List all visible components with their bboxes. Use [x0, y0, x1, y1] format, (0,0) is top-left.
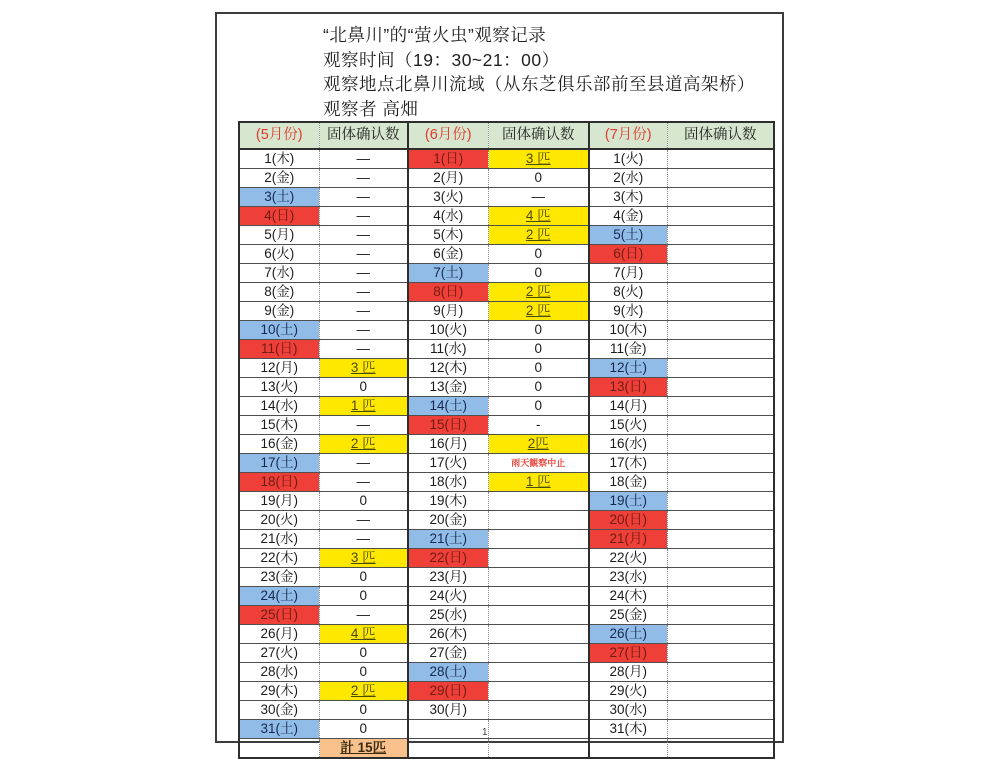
- count-cell: —: [319, 245, 408, 264]
- count-header-june: 固体确认数: [488, 122, 589, 149]
- count-cell: [488, 492, 589, 511]
- count-header-may: 固体确认数: [319, 122, 408, 149]
- count-cell: [488, 682, 589, 701]
- day-cell: 23(金): [239, 568, 319, 587]
- count-cell: 0: [319, 720, 408, 739]
- count-cell: —: [319, 321, 408, 340]
- count-cell: 3 匹: [319, 549, 408, 568]
- day-cell: 17(火): [408, 454, 488, 473]
- day-cell: 17(土): [239, 454, 319, 473]
- count-cell: [667, 663, 774, 682]
- day-cell: 4(日): [239, 207, 319, 226]
- day-cell: 11(日): [239, 340, 319, 359]
- count-cell: 0: [488, 169, 589, 188]
- day-cell: 27(金): [408, 644, 488, 663]
- day-cell: 27(火): [239, 644, 319, 663]
- table-row: [239, 454, 774, 473]
- count-cell: 0: [319, 701, 408, 720]
- table-row: [239, 587, 774, 606]
- day-cell: 9(水): [589, 302, 667, 321]
- day-cell: 10(土): [239, 321, 319, 340]
- count-cell: [488, 701, 589, 720]
- table-row: [239, 283, 774, 302]
- count-cell: [667, 435, 774, 454]
- count-cell: [667, 321, 774, 340]
- day-cell: 19(木): [408, 492, 488, 511]
- day-cell: 24(木): [589, 587, 667, 606]
- table-row: [239, 416, 774, 435]
- day-cell: 12(木): [408, 359, 488, 378]
- count-cell: —: [319, 340, 408, 359]
- count-cell: 2匹: [488, 435, 589, 454]
- count-cell: 0: [319, 568, 408, 587]
- count-cell: [667, 587, 774, 606]
- day-cell: 23(月): [408, 568, 488, 587]
- table-row: [239, 435, 774, 454]
- day-cell: 28(月): [589, 663, 667, 682]
- day-cell: 8(金): [239, 283, 319, 302]
- day-cell: 2(水): [589, 169, 667, 188]
- day-cell: 31(木): [589, 720, 667, 739]
- table-row: [239, 606, 774, 625]
- day-cell: 18(日): [239, 473, 319, 492]
- table-row: [239, 397, 774, 416]
- count-cell: [667, 549, 774, 568]
- day-cell: 7(土): [408, 264, 488, 283]
- day-cell: 5(土): [589, 226, 667, 245]
- day-cell: 10(木): [589, 321, 667, 340]
- day-cell: 15(木): [239, 416, 319, 435]
- day-cell: 12(土): [589, 359, 667, 378]
- observation-place-line: 观察地点北鼻川流域（从东芝俱乐部前至县道高架桥）: [323, 74, 755, 95]
- count-cell: —: [319, 283, 408, 302]
- day-cell: 27(日): [589, 644, 667, 663]
- table-row: [239, 568, 774, 587]
- month-header-july: (7月份): [589, 122, 667, 149]
- day-cell: 18(金): [589, 473, 667, 492]
- day-cell: 25(水): [408, 606, 488, 625]
- count-cell: [667, 530, 774, 549]
- count-cell: [667, 359, 774, 378]
- day-cell: 14(月): [589, 397, 667, 416]
- count-cell: [488, 644, 589, 663]
- day-cell: 21(土): [408, 530, 488, 549]
- count-cell: 雨天観察中止: [488, 454, 589, 473]
- day-cell: 2(月): [408, 169, 488, 188]
- count-cell: —: [319, 207, 408, 226]
- count-cell: —: [319, 188, 408, 207]
- count-cell: 0: [319, 663, 408, 682]
- count-cell: [488, 720, 589, 739]
- day-cell: 5(月): [239, 226, 319, 245]
- day-cell: 11(水): [408, 340, 488, 359]
- count-cell: 0: [488, 359, 589, 378]
- day-cell: [589, 739, 667, 759]
- month-header-june: (6月份): [408, 122, 488, 149]
- observation-table: [238, 121, 775, 759]
- count-cell: 2 匹: [319, 682, 408, 701]
- count-cell: 2 匹: [488, 302, 589, 321]
- count-cell: [667, 492, 774, 511]
- count-cell: [488, 606, 589, 625]
- day-cell: 7(水): [239, 264, 319, 283]
- day-cell: 26(木): [408, 625, 488, 644]
- table-row: [239, 663, 774, 682]
- day-cell: 1(日): [408, 149, 488, 169]
- count-cell: [667, 149, 774, 169]
- count-cell: 0: [488, 340, 589, 359]
- day-cell: 20(火): [239, 511, 319, 530]
- table-row: [239, 378, 774, 397]
- table-row: [239, 511, 774, 530]
- table-row: [239, 245, 774, 264]
- count-cell: —: [319, 302, 408, 321]
- table-row: [239, 492, 774, 511]
- document-page: [215, 12, 784, 755]
- day-cell: 29(火): [589, 682, 667, 701]
- day-cell: 1(火): [589, 149, 667, 169]
- day-cell: 21(水): [239, 530, 319, 549]
- table-row: [239, 207, 774, 226]
- count-cell: 1 匹: [319, 397, 408, 416]
- count-cell: [667, 226, 774, 245]
- day-cell: 15(火): [589, 416, 667, 435]
- count-cell: —: [319, 473, 408, 492]
- table-row: [239, 264, 774, 283]
- count-cell: [667, 378, 774, 397]
- day-cell: 13(日): [589, 378, 667, 397]
- count-cell: 1 匹: [488, 473, 589, 492]
- count-cell: 0: [319, 644, 408, 663]
- day-cell: 14(水): [239, 397, 319, 416]
- day-cell: 4(水): [408, 207, 488, 226]
- table-row: [239, 340, 774, 359]
- count-cell: —: [319, 416, 408, 435]
- count-cell: [667, 720, 774, 739]
- table-row: [239, 644, 774, 663]
- count-cell: [667, 454, 774, 473]
- table-row: [239, 359, 774, 378]
- day-cell: 30(水): [589, 701, 667, 720]
- day-cell: [408, 739, 488, 759]
- day-cell: 29(日): [408, 682, 488, 701]
- table-row: [239, 739, 774, 759]
- table-row: [239, 188, 774, 207]
- month-header-may: (5月份): [239, 122, 319, 149]
- day-cell: 22(火): [589, 549, 667, 568]
- day-cell: 9(金): [239, 302, 319, 321]
- count-cell: [667, 701, 774, 720]
- table-row: [239, 682, 774, 701]
- day-cell: 3(木): [589, 188, 667, 207]
- table-row: [239, 321, 774, 340]
- count-cell: 4 匹: [319, 625, 408, 644]
- day-cell: 30(月): [408, 701, 488, 720]
- table-row: [239, 473, 774, 492]
- count-cell: 0: [488, 264, 589, 283]
- day-cell: 25(日): [239, 606, 319, 625]
- table-row: [239, 226, 774, 245]
- day-cell: 19(月): [239, 492, 319, 511]
- count-cell: 2 匹: [319, 435, 408, 454]
- count-cell: [488, 739, 589, 759]
- day-cell: 19(土): [589, 492, 667, 511]
- day-cell: 1(木): [239, 149, 319, 169]
- count-cell: —: [319, 264, 408, 283]
- count-cell: 0: [488, 397, 589, 416]
- day-cell: 22(木): [239, 549, 319, 568]
- day-cell: 9(月): [408, 302, 488, 321]
- table-row: [239, 149, 774, 169]
- day-cell: 26(土): [589, 625, 667, 644]
- count-cell: [667, 473, 774, 492]
- day-cell: 20(日): [589, 511, 667, 530]
- count-cell: [667, 169, 774, 188]
- count-cell: [667, 340, 774, 359]
- table-row: [239, 625, 774, 644]
- count-cell: [667, 207, 774, 226]
- day-cell: [408, 720, 488, 739]
- count-cell: [488, 625, 589, 644]
- count-cell: [667, 264, 774, 283]
- day-cell: 8(日): [408, 283, 488, 302]
- day-cell: 6(金): [408, 245, 488, 264]
- count-cell: —: [319, 169, 408, 188]
- count-header-july: 固体确认数: [667, 122, 774, 149]
- header-row: [239, 122, 774, 149]
- count-cell: -: [488, 416, 589, 435]
- table-row: [239, 720, 774, 739]
- day-cell: 13(金): [408, 378, 488, 397]
- day-cell: 24(火): [408, 587, 488, 606]
- day-cell: 14(土): [408, 397, 488, 416]
- table-row: [239, 549, 774, 568]
- count-cell: 4 匹: [488, 207, 589, 226]
- count-cell: [488, 568, 589, 587]
- day-cell: 25(金): [589, 606, 667, 625]
- count-cell: 0: [488, 321, 589, 340]
- count-cell: [667, 625, 774, 644]
- day-cell: 15(日): [408, 416, 488, 435]
- day-cell: 12(月): [239, 359, 319, 378]
- count-cell: [667, 511, 774, 530]
- day-cell: [239, 739, 319, 759]
- count-cell: [667, 568, 774, 587]
- day-cell: 28(土): [408, 663, 488, 682]
- count-cell: [488, 530, 589, 549]
- count-cell: —: [319, 530, 408, 549]
- count-cell: 2 匹: [488, 226, 589, 245]
- count-cell: 3 匹: [319, 359, 408, 378]
- count-cell: 0: [488, 245, 589, 264]
- count-cell: [667, 302, 774, 321]
- count-cell: [667, 416, 774, 435]
- count-cell: —: [488, 188, 589, 207]
- count-cell: 0: [319, 587, 408, 606]
- table-header: [239, 122, 774, 149]
- count-cell: [667, 397, 774, 416]
- title-line: “北鼻川”的“萤火虫”观察记录: [323, 25, 547, 45]
- count-cell: [667, 606, 774, 625]
- count-cell: —: [319, 606, 408, 625]
- day-cell: 23(水): [589, 568, 667, 587]
- count-cell: 3 匹: [488, 149, 589, 169]
- calendar-body: [239, 149, 774, 758]
- day-cell: 8(火): [589, 283, 667, 302]
- day-cell: 6(火): [239, 245, 319, 264]
- count-cell: [488, 549, 589, 568]
- day-cell: 7(月): [589, 264, 667, 283]
- day-cell: 3(火): [408, 188, 488, 207]
- day-cell: 16(水): [589, 435, 667, 454]
- count-cell: 0: [319, 378, 408, 397]
- day-cell: 16(月): [408, 435, 488, 454]
- count-cell: —: [319, 149, 408, 169]
- count-cell: —: [319, 454, 408, 473]
- day-cell: 4(金): [589, 207, 667, 226]
- table-row: [239, 530, 774, 549]
- count-cell: 計 15匹: [319, 739, 408, 759]
- count-cell: [667, 245, 774, 264]
- day-cell: 31(土): [239, 720, 319, 739]
- count-cell: —: [319, 226, 408, 245]
- day-cell: 17(木): [589, 454, 667, 473]
- day-cell: 22(日): [408, 549, 488, 568]
- day-cell: 6(日): [589, 245, 667, 264]
- count-cell: 0: [319, 492, 408, 511]
- table-row: [239, 302, 774, 321]
- day-cell: 5(木): [408, 226, 488, 245]
- day-cell: 28(水): [239, 663, 319, 682]
- count-cell: [667, 644, 774, 663]
- day-cell: 24(土): [239, 587, 319, 606]
- table-row: [239, 701, 774, 720]
- count-cell: [488, 587, 589, 606]
- day-cell: 18(水): [408, 473, 488, 492]
- day-cell: 13(火): [239, 378, 319, 397]
- count-cell: —: [319, 511, 408, 530]
- day-cell: 10(火): [408, 321, 488, 340]
- day-cell: 20(金): [408, 511, 488, 530]
- day-cell: 3(土): [239, 188, 319, 207]
- count-cell: [488, 511, 589, 530]
- day-cell: 29(木): [239, 682, 319, 701]
- observer-line: 观察者 高畑: [323, 98, 419, 119]
- count-cell: [667, 283, 774, 302]
- count-cell: [667, 682, 774, 701]
- day-cell: 2(金): [239, 169, 319, 188]
- count-cell: 2 匹: [488, 283, 589, 302]
- day-cell: 11(金): [589, 340, 667, 359]
- count-cell: [667, 188, 774, 207]
- day-cell: 21(月): [589, 530, 667, 549]
- count-cell: 0: [488, 378, 589, 397]
- observation-time-line: 观察时间（19：30~21：00）: [323, 49, 560, 70]
- day-cell: 26(月): [239, 625, 319, 644]
- day-cell: 30(金): [239, 701, 319, 720]
- day-cell: 16(金): [239, 435, 319, 454]
- page-number-mark: 1: [482, 727, 488, 738]
- table-row: [239, 169, 774, 188]
- count-cell: [667, 739, 774, 759]
- count-cell: [488, 663, 589, 682]
- document-title: [323, 23, 755, 121]
